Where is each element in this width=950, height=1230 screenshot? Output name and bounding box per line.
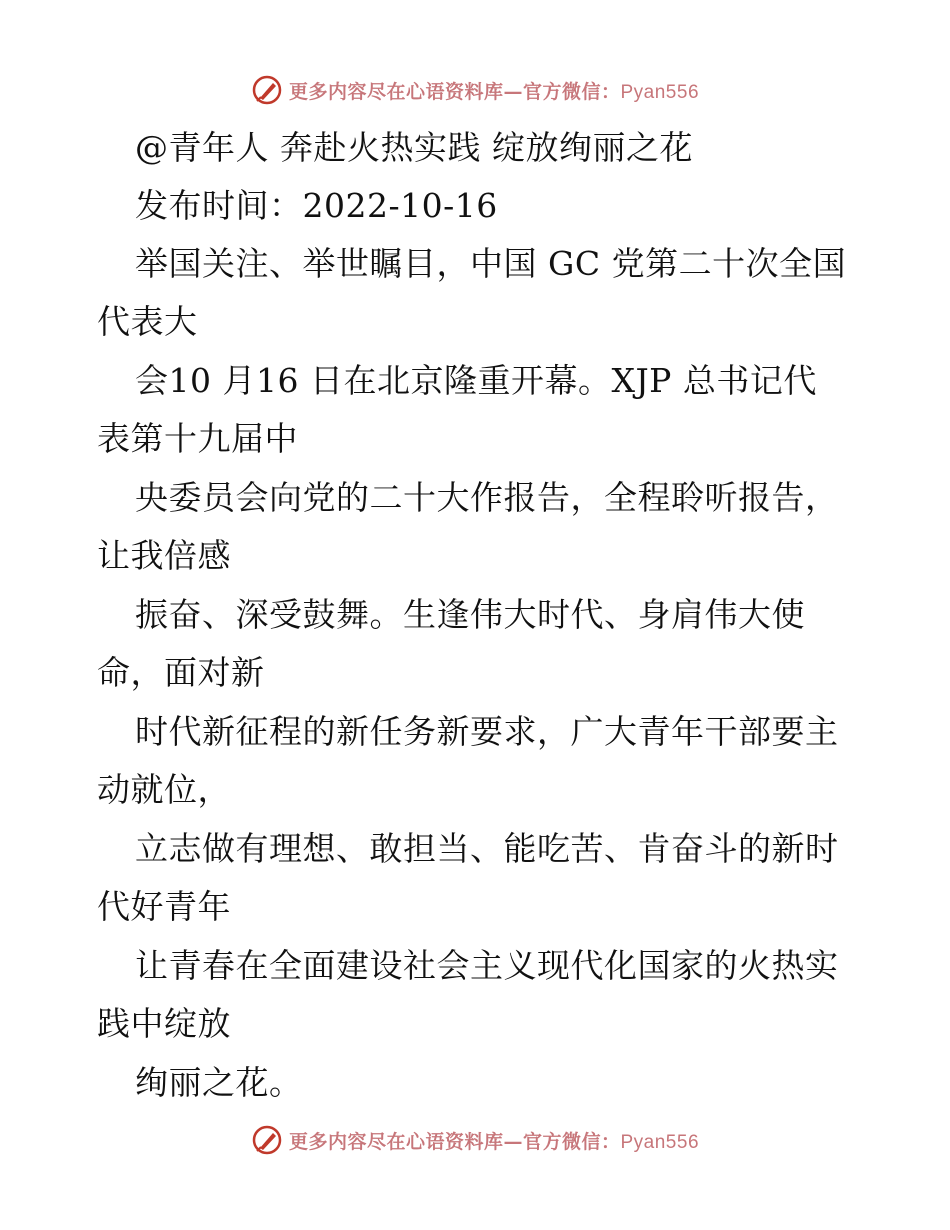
paragraph-line: 举国关注、举世瞩目，中国 GC 党第二十次全国 [135, 244, 847, 283]
paragraph-line: 时代新征程的新任务新要求，广大青年干部要主 [135, 712, 839, 751]
paragraph-line: 命，面对新 [97, 653, 265, 692]
watermark-text: 更多内容尽在心语资料库—官方微信：Pyan556 [288, 1130, 700, 1153]
paragraph-line: 践中绽放 [97, 1004, 231, 1043]
quill-logo-icon [251, 74, 283, 106]
paragraph-line: 代表大 [97, 302, 198, 341]
watermark-header [0, 70, 950, 110]
quill-logo-icon [251, 1124, 283, 1156]
paragraph-line: 代好青年 [97, 887, 231, 926]
article-title: @青年人 奔赴火热实践 绽放绚丽之花 [135, 128, 693, 167]
paragraph-line: 振奋、深受鼓舞。生逢伟大时代、身肩伟大使 [135, 595, 805, 634]
paragraph-line: 立志做有理想、敢担当、能吃苦、肯奋斗的新时 [135, 829, 839, 868]
publish-date: 发布时间：2022-10-16 [135, 186, 498, 225]
paragraph-line: 动就位， [97, 770, 231, 809]
paragraph-line: 央委员会向党的二十大作报告，全程聆听报告， [135, 478, 839, 517]
paragraph-line: 让青春在全面建设社会主义现代化国家的火热实 [135, 946, 839, 985]
paragraph-line: 表第十九届中 [97, 419, 298, 458]
paragraph-line: 让我倍感 [97, 536, 231, 575]
watermark-footer [0, 1120, 950, 1160]
paragraph-line: 会10 月16 日在北京隆重开幕。XJP 总书记代 [135, 361, 817, 400]
paragraph-line: 绚丽之花。 [135, 1063, 303, 1102]
watermark-text: 更多内容尽在心语资料库—官方微信：Pyan556 [288, 80, 700, 103]
